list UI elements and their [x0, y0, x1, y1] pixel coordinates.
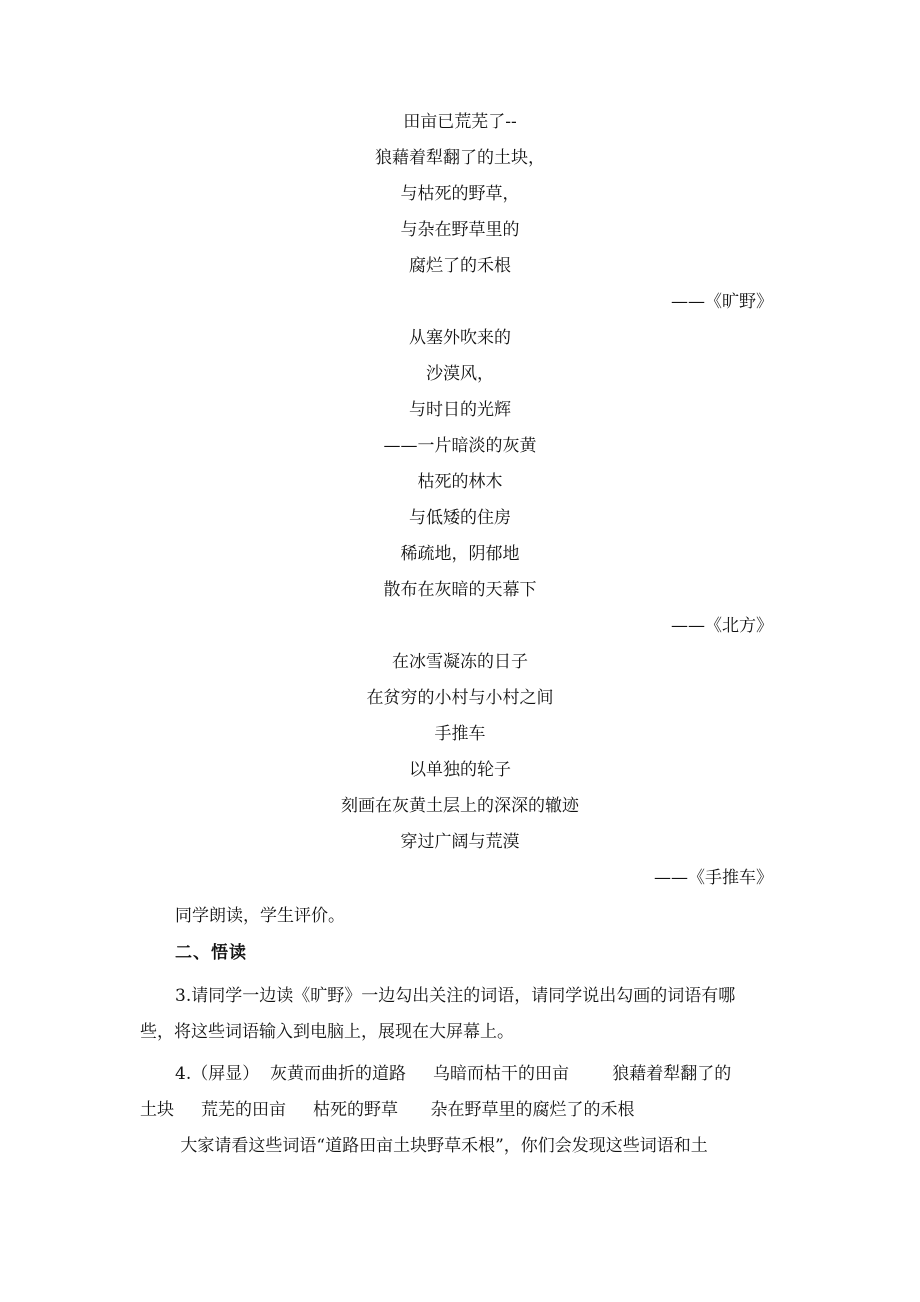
paragraph-step-3-line-2: 些，将这些词语输入到电脑上，展现在大屏幕上。: [140, 1022, 514, 1042]
poem-line: 枯死的林木: [417, 472, 503, 492]
poem-kuangye: [140, 104, 780, 320]
poem-excerpts: [140, 104, 780, 896]
poem-line: 与时日的光辉: [409, 400, 511, 420]
poem-line: 与杂在野草里的: [400, 220, 520, 240]
poem-beifang: [140, 320, 780, 644]
paragraph-step-4-line-2: 土块 荒芜的田亩 枯死的野草 杂在野草里的腐烂了的禾根: [140, 1100, 635, 1120]
paragraph-step-4-line-1: 4.（屏显） 灰黄而曲折的道路 乌暗而枯干的田亩 狼藉着犁翻了的: [175, 1064, 732, 1084]
poem-line: 以单独的轮子: [409, 760, 511, 780]
paragraph-reading-review: 同学朗读，学生评价。: [175, 906, 345, 926]
poem-line: 与低矮的住房: [409, 508, 511, 528]
poem-line: 刻画在灰黄土层上的深深的辙迹: [341, 796, 579, 816]
poem-line: 散布在灰暗的天幕下: [383, 580, 537, 600]
poem-line: 从塞外吹来的: [409, 328, 511, 348]
poem-shoutuiche: [140, 644, 780, 896]
lesson-body: [140, 898, 782, 1164]
poem-line: 穿过广阔与荒漠: [400, 832, 520, 852]
poem-line: 在贫穷的小村与小村之间: [366, 688, 554, 708]
poem-line: 腐烂了的禾根: [409, 256, 511, 276]
poem-source: ——《旷野》: [671, 292, 773, 312]
poem-line: 在冰雪凝冻的日子: [392, 652, 528, 672]
poem-source: ——《手推车》: [654, 868, 773, 888]
poem-line: 狼藉着犁翻了的土块，: [375, 148, 545, 168]
poem-line: 田亩已荒芜了--: [403, 112, 517, 132]
poem-line: 稀疏地，阴郁地: [400, 544, 520, 564]
paragraph-step-3-line-1: 3.请同学一边读《旷野》一边勾出关注的词语，请同学说出勾画的词语有哪: [175, 986, 736, 1006]
poem-line: 手推车: [434, 724, 486, 744]
poem-line: 与枯死的野草，: [400, 184, 520, 204]
poem-source: ——《北方》: [671, 616, 773, 636]
paragraph-step-5-line-1: 大家请看这些词语“道路田亩土块野草禾根”，你们会发现这些词语和土: [175, 1136, 708, 1156]
poem-line: 沙漠风，: [426, 364, 494, 384]
poem-line: ——一片暗淡的灰黄: [383, 436, 537, 456]
section-heading: 二、悟读: [175, 943, 247, 963]
